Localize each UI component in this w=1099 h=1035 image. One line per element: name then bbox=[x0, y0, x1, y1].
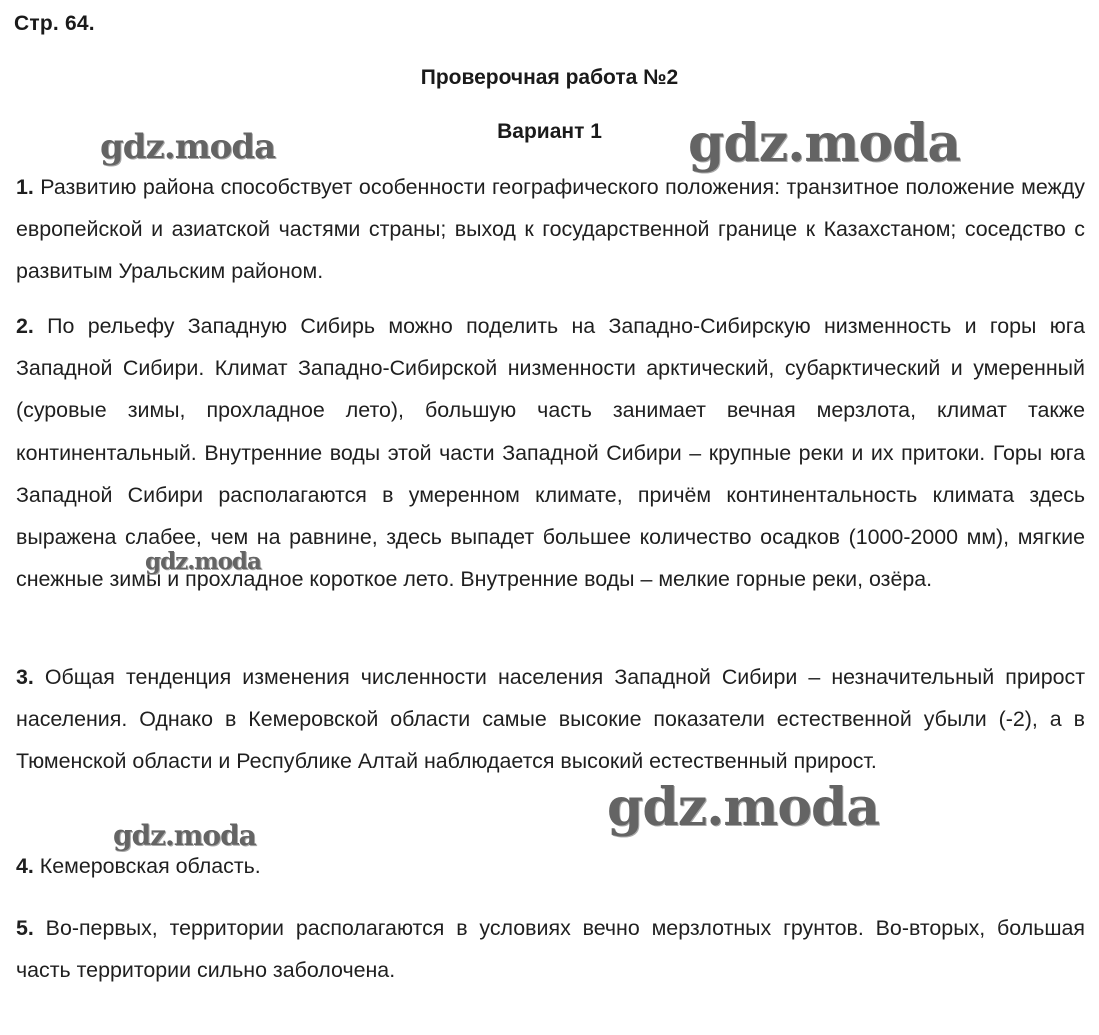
answer-4-number: 4. bbox=[16, 854, 34, 878]
answer-5-number: 5. bbox=[16, 916, 34, 940]
answer-2-number: 2. bbox=[16, 314, 34, 338]
answer-3-text: Общая тенденция изменения численности населения Западной Сибири – незначительный прирост населения. Однако в Кемеровской области самые высокие показатели естественной убыли (-2), а в Тюменской области и Республике Алтай наблюдается высокий естественный прирост. bbox=[16, 665, 1085, 774]
answer-2-text: По рельефу Западную Сибирь можно поделить на Западно-Сибирскую низменность и горы юга Западной Сибири. Климат Западно-Сибирской низменности арктический, субарктический и умеренный (суровые зимы, прохладное лето), большую часть занимает вечная мерзлота, климат также континентальный. Внутренние воды этой части Западной Сибири – крупные реки и их притоки. Горы юга Западной Сибири располагаются в умеренном климате, причём континентальность климата здесь выражена слабее, чем на равнине, здесь выпадет большее количество осадков (1000-2000 мм), мягкие снежные зимы и прохладное короткое лето. Внутренние воды – мелкие горные реки, озёра. bbox=[16, 314, 1085, 592]
watermark-logo: gdz.moda bbox=[113, 819, 256, 852]
variant-title: Вариант 1 bbox=[497, 120, 602, 143]
watermark-logo: gdz.moda bbox=[688, 113, 961, 174]
watermark-logo: gdz.moda bbox=[145, 548, 261, 575]
answer-1 bbox=[16, 166, 1085, 293]
answer-5 bbox=[16, 907, 1085, 991]
watermark-logo: gdz.moda bbox=[607, 777, 880, 838]
answer-1-text: Развитию района способствует особенности географического положения: транзитное положение между европейской и азиатской частями страны; выход к государственной границе к Казахстаном; соседство с развитым Уральским районом. bbox=[16, 175, 1085, 284]
answer-1-number: 1. bbox=[16, 175, 34, 199]
answer-3-number: 3. bbox=[16, 665, 34, 689]
answer-5-text: Во-первых, территории располагаются в условиях вечно мерзлотных грунтов. Во-вторых, большая часть территории сильно заболочена. bbox=[16, 916, 1085, 983]
answer-3 bbox=[16, 656, 1085, 783]
page-reference: Стр. 64. bbox=[14, 12, 95, 35]
watermark-logo: gdz.moda bbox=[100, 127, 276, 167]
answer-4-text: Кемеровская область. bbox=[33, 854, 261, 878]
work-title: Проверочная работа №2 bbox=[420, 66, 679, 89]
